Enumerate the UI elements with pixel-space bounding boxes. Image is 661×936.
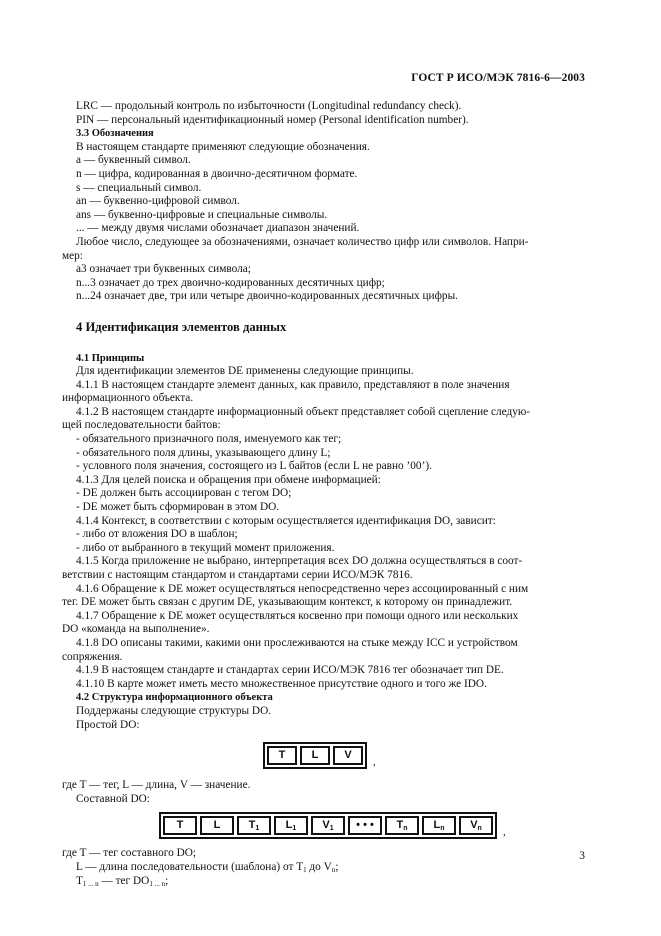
section-3-3-title: 3.3 Обозначения bbox=[76, 128, 154, 140]
tlv-cell-tag-n bbox=[385, 816, 419, 835]
running-header: ГОСТ Р ИСО/МЭК 7816-6—2003 bbox=[411, 72, 585, 84]
para-4-1-5-cont: ветствии с настоящим стандартом и стандартами серии ИСО/МЭК 7816. bbox=[62, 569, 413, 581]
notation-example: a3 означает три буквенных символа; bbox=[76, 263, 251, 276]
section-4-1-title: 4.1 Принципы bbox=[76, 352, 145, 364]
cell-main: T bbox=[248, 819, 256, 832]
compound-do-diagram bbox=[159, 812, 610, 839]
tlv-cell-length-n bbox=[422, 816, 456, 835]
tlv-cell-tag bbox=[163, 816, 197, 835]
para-4-1-7: 4.1.7 Обращение к DE может осуществляться косвенно при помощи одного или нескольких bbox=[76, 609, 519, 622]
notation-note-cont: мер: bbox=[62, 249, 83, 262]
para-4-1-5: 4.1.5 Когда приложение не выбрано, интерпретация всех DO должна осуществляться в соот- bbox=[76, 555, 523, 568]
notation-example: n...3 означает до трех двоично-кодированных десятичных цифр; bbox=[76, 276, 385, 289]
list-item: - либо от выбранного в текущий момент приложения. bbox=[76, 541, 335, 554]
cell-sub: n bbox=[403, 825, 408, 833]
def-sub: n bbox=[331, 865, 336, 874]
compound-do-comma: , bbox=[503, 825, 506, 838]
tlv-cell-value: V bbox=[333, 746, 363, 765]
def-text: до V bbox=[306, 860, 332, 873]
notation-item: ... — между двумя числами обозначает диапазон значений. bbox=[76, 222, 360, 235]
notation-item: a — буквенный символ. bbox=[76, 154, 191, 167]
cell-main: T bbox=[176, 819, 184, 832]
notation-item: s — специальный символ. bbox=[76, 181, 202, 194]
tlv-cell-value-n bbox=[459, 816, 493, 835]
cell-main: L bbox=[433, 819, 441, 832]
para-4-1-8-cont: сопряжения. bbox=[62, 650, 123, 663]
def-text: ; bbox=[165, 874, 169, 887]
para-4-1-6: 4.1.6 Обращение к DE может осуществляться непосредственно через ассоциированный с ним bbox=[76, 582, 529, 595]
abbr-pin: PIN — персональный идентификационный номер (Personal identification number). bbox=[76, 113, 469, 126]
cell-main: L bbox=[285, 819, 293, 832]
simple-do-label: Простой DO: bbox=[76, 718, 140, 731]
simple-do-where: где T — тег, L — длина, V — значение. bbox=[62, 779, 251, 792]
def-text: L — длина последовательности (шаблона) от T bbox=[76, 860, 304, 873]
def-text: — тег DO bbox=[98, 874, 150, 887]
simple-do-comma: , bbox=[373, 755, 376, 768]
abbr-lrc: LRC — продольный контроль по избыточности (Longitudinal redundancy check). bbox=[76, 100, 462, 112]
cell-main: T bbox=[396, 819, 404, 832]
list-item: - условного поля значения, состоящего из L байтов (если L не равно ’00’). bbox=[76, 460, 432, 473]
length-definition bbox=[62, 861, 610, 875]
section-4-2-intro: Поддержаны следующие структуры DO. bbox=[76, 704, 272, 717]
para-4-1-2: 4.1.2 В настоящем стандарте информационный объект представляет собой сцепление следую- bbox=[76, 405, 531, 418]
cell-sub: 1 bbox=[329, 825, 334, 833]
cell-main: L bbox=[213, 819, 221, 832]
para-4-1-10: 4.1.10 В карте может иметь место множественное присутствие одного и того же IDO. bbox=[76, 677, 487, 690]
list-item: - DE должен быть ассоциирован с тегом DO; bbox=[76, 487, 292, 500]
notation-item: an — буквенно-цифровой символ. bbox=[76, 195, 240, 208]
tlv-cell-ellipsis bbox=[348, 816, 382, 835]
section-4-2-title: 4.2 Структура информационного объекта bbox=[76, 692, 273, 704]
cell-sub: n bbox=[440, 825, 445, 833]
list-item: - либо от вложения DO в шаблон; bbox=[76, 528, 238, 541]
def-text: T bbox=[76, 874, 83, 887]
simple-do-diagram bbox=[263, 742, 610, 769]
compound-do-where: где T — тег составного DO; bbox=[62, 847, 197, 860]
compound-do-label: Составной DO: bbox=[76, 792, 150, 805]
para-4-1-1: 4.1.1 В настоящем стандарте элемент данных, как правило, представляют в поле значения bbox=[76, 378, 510, 391]
notation-note: Любое число, следующее за обозначениями, означает количество цифр или символов. Напри- bbox=[76, 235, 529, 248]
notation-item: n — цифра, кодированная в двоично-десятичном формате. bbox=[76, 167, 358, 180]
cell-sub: n bbox=[477, 825, 482, 833]
para-4-1-1-cont: информационного объекта. bbox=[62, 392, 194, 405]
cell-main: • • • bbox=[356, 819, 374, 832]
para-4-1-2-cont: щей последовательности байтов: bbox=[62, 419, 221, 432]
cell-main: V bbox=[322, 819, 330, 832]
para-4-1-4: 4.1.4 Контекст, в соответствии с которым осуществляется идентификация DO, зависит: bbox=[76, 514, 496, 527]
def-sub: 1 ... n bbox=[149, 879, 166, 888]
section-3-3-intro: В настоящем стандарте применяют следующие обозначения. bbox=[76, 140, 370, 153]
def-sub: 1 bbox=[303, 865, 307, 874]
page-content bbox=[62, 100, 610, 888]
list-item: - обязательного призначного поля, именуемого как тег; bbox=[76, 433, 342, 446]
simple-do-frame bbox=[263, 742, 367, 769]
para-4-1-6-cont: тег. DE может быть связан с другим DE, указывающим контекст, к которому он принадлежит. bbox=[62, 596, 513, 609]
para-4-1-9: 4.1.9 В настоящем стандарте и стандартах серии ИСО/МЭК 7816 тег обозначает тип DE. bbox=[76, 664, 504, 677]
tlv-cell-length bbox=[200, 816, 234, 835]
def-text: ; bbox=[335, 860, 339, 873]
notation-item: ans — буквенно-цифровые и специальные символы. bbox=[76, 208, 328, 221]
cell-sub: 1 bbox=[292, 825, 297, 833]
para-4-1-3: 4.1.3 Для целей поиска и обращения при обмене информацией: bbox=[76, 473, 381, 486]
tlv-cell-tag: T bbox=[267, 746, 297, 765]
tlv-cell-length-1 bbox=[274, 816, 308, 835]
cell-main: V bbox=[470, 819, 478, 832]
tlv-cell-value-1 bbox=[311, 816, 345, 835]
tlv-cell-tag-1 bbox=[237, 816, 271, 835]
section-4-title: 4 Идентификация элементов данных bbox=[76, 319, 287, 334]
tag-definition bbox=[62, 875, 610, 889]
notation-example: n...24 означает две, три или четыре двоично-кодированных десятичных цифры. bbox=[76, 290, 458, 303]
section-4-1-intro: Для идентификации элементов DE применены следующие принципы. bbox=[76, 365, 414, 378]
cell-sub: 1 bbox=[255, 825, 260, 833]
para-4-1-8: 4.1.8 DO описаны такими, какими они прослеживаются на стыке между ICC и устройством bbox=[76, 636, 518, 649]
para-4-1-7-cont: DO «команда на выполнение». bbox=[62, 623, 210, 636]
list-item: - обязательного поля длины, указывающего длину L; bbox=[76, 446, 331, 459]
tlv-cell-length: L bbox=[300, 746, 330, 765]
compound-do-frame bbox=[159, 812, 497, 839]
list-item: - DE может быть сформирован в этом DO. bbox=[76, 501, 280, 514]
def-sub: 1 ... n bbox=[82, 879, 99, 888]
page-number: 3 bbox=[579, 850, 585, 862]
